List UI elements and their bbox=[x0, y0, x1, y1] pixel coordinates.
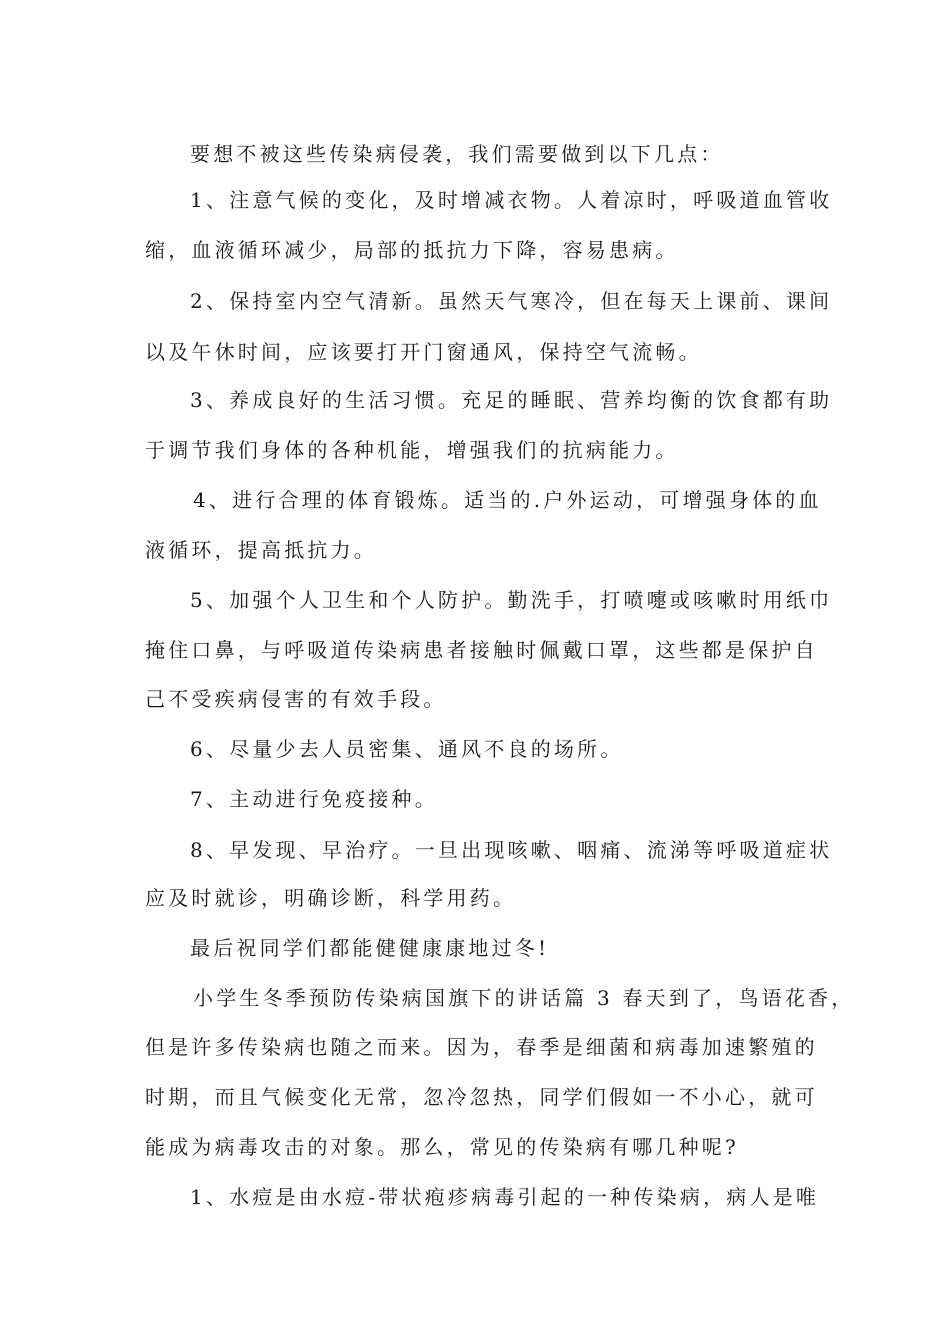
section-3-line-2: 但是许多传染病也随之而来。因为，春季是细菌和病毒加速繁殖的 bbox=[145, 1035, 818, 1059]
item-8-line-1: 8、早发现、早治疗。一旦出现咳嗽、咽痛、流涕等呼吸道症状 bbox=[190, 838, 833, 862]
item-3-line-1: 3、养成良好的生活习惯。充足的睡眠、营养均衡的饮食都有助 bbox=[190, 388, 833, 412]
section-3-line-4: 能成为病毒攻击的对象。那么，常见的传染病有哪几种呢? bbox=[145, 1135, 739, 1159]
closing-line: 最后祝同学们都能健健康康地过冬! bbox=[190, 936, 550, 960]
intro-line: 要想不被这些传染病侵袭，我们需要做到以下几点： bbox=[190, 142, 724, 166]
item-4-line-1: 4、进行合理的体育锻炼。适当的.户外运动，可增强身体的血 bbox=[193, 488, 822, 512]
item-3-line-2: 于调节我们身体的各种机能，增强我们的抗病能力。 bbox=[145, 438, 679, 462]
item-1-line-2: 缩，血液循环减少，局部的抵抗力下降，容易患病。 bbox=[145, 238, 679, 262]
item-6-line: 6、尽量少去人员密集、通风不良的场所。 bbox=[190, 737, 624, 761]
item-2-line-2: 以及午休时间，应该要打开门窗通风，保持空气流畅。 bbox=[145, 340, 702, 364]
item-8-line-2: 应及时就诊，明确诊断，科学用药。 bbox=[145, 886, 517, 910]
item-5-line-3: 己不受疾病侵害的有效手段。 bbox=[145, 687, 447, 711]
item-1-line-1: 1、注意气候的变化，及时增减衣物。人着凉时，呼吸道血管收 bbox=[190, 188, 833, 212]
item-5-line-2: 掩住口鼻，与呼吸道传染病患者接触时佩戴口罩，这些都是保护自 bbox=[145, 638, 818, 662]
item-2-line-1: 2、保持室内空气清新。虽然天气寒冷，但在每天上课前、课间 bbox=[190, 289, 833, 313]
section-3-line-3: 时期，而且气候变化无常，忽冷忽热，同学们假如一不小心，就可 bbox=[145, 1085, 818, 1109]
item-7-line: 7、主动进行免疫接种。 bbox=[190, 787, 438, 811]
section-3-item-1-line: 1、水痘是由水痘-带状疱疹病毒引起的一种传染病，病人是唯 bbox=[190, 1185, 820, 1209]
item-4-line-2: 液循环，提高抵抗力。 bbox=[145, 538, 377, 562]
section-3-line-1: 小学生冬季预防传染病国旗下的讲话篇 3 春天到了，鸟语花香， bbox=[193, 986, 855, 1010]
item-5-line-1: 5、加强个人卫生和个人防护。勤洗手，打喷嚏或咳嗽时用纸巾 bbox=[190, 588, 833, 612]
